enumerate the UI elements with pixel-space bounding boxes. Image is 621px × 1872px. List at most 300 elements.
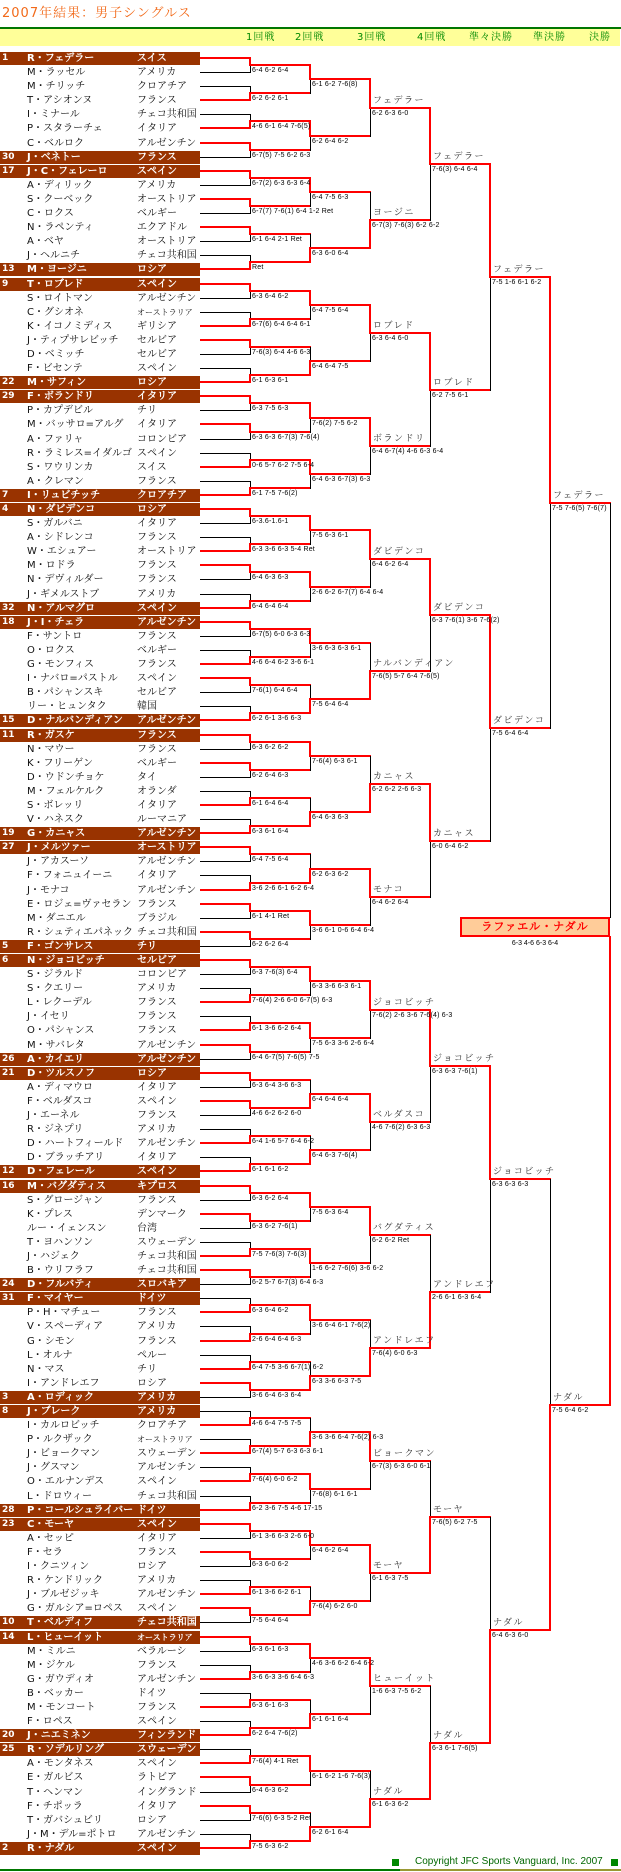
bracket-line [200, 1665, 250, 1666]
player-name: N・アルマグロ [27, 603, 95, 614]
bracket-line [310, 811, 371, 813]
bracket-line [310, 642, 371, 644]
match-score: 6-3 6-3 6-7(3) 7-6(4) [252, 434, 320, 441]
match-score: 6-3 6-0 6-4 [312, 250, 349, 257]
player-row [0, 559, 200, 572]
player-row [0, 517, 200, 530]
seed-number: 8 [2, 1406, 9, 1416]
bracket-line [250, 290, 311, 292]
player-name: J・ベネトー [27, 152, 81, 163]
bracket-line [250, 516, 251, 524]
champion-name: ラファエル・ナダル [481, 920, 589, 933]
bracket-line [490, 727, 551, 729]
player-country: スペイン [137, 279, 177, 290]
match-score: 4-6 7-6(2) 6-3 6-3 [372, 1124, 431, 1131]
player-name: A・セッピ [27, 1533, 74, 1544]
player-name: F・ロペス [27, 1716, 73, 1727]
bracket-line [430, 163, 491, 165]
bracket-line [250, 770, 251, 778]
player-name: N・ジョコビッチ [27, 955, 105, 966]
match-score: 7-6(6) 6-3 5-2 Ret [252, 1815, 312, 1822]
player-country: スペイン [137, 1166, 177, 1177]
player-row [0, 137, 200, 150]
bracket-line [200, 1129, 250, 1130]
bracket-line [250, 1193, 251, 1201]
player-row [0, 52, 200, 65]
seed-number: 16 [2, 1181, 15, 1191]
bracket-line [310, 1488, 371, 1490]
bracket-line [370, 1121, 431, 1123]
bracket-line [200, 1424, 251, 1426]
bracket-line [200, 1693, 250, 1694]
player-row [0, 1335, 200, 1348]
player-name: J・エーネル [27, 1110, 80, 1121]
player-name: A・ベヤ [27, 236, 64, 247]
player-row [0, 80, 200, 93]
player-row [0, 334, 200, 347]
match-score: 6-4 7-5 6-3 [312, 194, 349, 201]
match-score: 7-6(8) 6-1 6-1 [312, 1491, 358, 1498]
player-country: イタリア [137, 1082, 177, 1093]
match-score: 6-2 6-2 6-1 [252, 95, 289, 102]
player-name: I・リュビチッチ [27, 490, 101, 501]
bracket-line [250, 1445, 311, 1447]
player-country: フランス [137, 1011, 177, 1022]
bracket-line [250, 261, 311, 263]
bracket-line [200, 663, 251, 665]
player-name: D・ブラッチアリ [27, 1152, 105, 1163]
bracket-line [250, 629, 251, 637]
match-score: 6-1 6-4 6-4 [252, 800, 289, 807]
player-country: セルビア [137, 955, 177, 966]
player-country: フィンランド [137, 1730, 197, 1741]
player-name: B・ベッカー [27, 1688, 84, 1699]
bracket-line [250, 1220, 311, 1222]
match-score: 7-6(5) 5-7 6-4 7-6(5) [372, 673, 440, 680]
bracket-line [309, 1149, 311, 1165]
player-name: M・バグダティス [27, 1181, 106, 1192]
bracket-line [200, 453, 250, 454]
bracket-line [370, 670, 431, 672]
bracket-line [310, 191, 371, 193]
bracket-line [429, 1516, 431, 1574]
player-row [0, 503, 200, 516]
player-country: デンマーク [137, 1209, 187, 1220]
final-score: 6-3 4-6 6-3 6-4 [511, 940, 559, 947]
seed-number: 14 [2, 1632, 15, 1642]
player-country: スペイン [137, 166, 177, 177]
player-row [0, 1574, 200, 1587]
bracket-line [369, 417, 371, 447]
bracket-line [200, 241, 250, 242]
match-score: 6-3 7-6(1) 3-6 7-6(2) [432, 617, 500, 624]
player-name: L・レクーデル [27, 997, 92, 1008]
bracket-line [310, 1038, 311, 1053]
match-winner-name: ジョコビッチ [493, 1167, 556, 1177]
match-score: 6-3 6-1 6-4 [252, 828, 289, 835]
seed-number: 26 [2, 1054, 15, 1064]
player-country: アメリカ [137, 1321, 177, 1332]
player-row [0, 433, 200, 446]
player-row [0, 1053, 200, 1066]
bracket-line [250, 1615, 251, 1623]
player-name: R・ガスケ [27, 730, 75, 741]
bracket-line [250, 1699, 311, 1701]
bracket-line [430, 1291, 491, 1293]
bracket-line [429, 1742, 431, 1800]
player-country: チェコ共和国 [137, 250, 197, 261]
bracket-line [200, 170, 251, 172]
match-score: 3-6 6-4 6-1 7-6(2) [312, 1322, 371, 1329]
bracket-line [310, 1207, 311, 1222]
bracket-line [310, 756, 311, 771]
player-name: F・ビセンテ [27, 363, 83, 374]
bracket-line [309, 247, 311, 263]
match-score: 4-6 6-1 6-4 7-6(5) [252, 123, 311, 130]
bracket-line [250, 205, 311, 207]
player-name: J・ティプサレビッチ [27, 335, 119, 346]
player-row [0, 954, 200, 967]
bracket-line [250, 515, 311, 517]
player-name: C・ベルロク [27, 138, 84, 149]
seed-number: 3 [2, 1392, 9, 1402]
match-score: 6-3 3-6 6-3 5-4 Ret [252, 546, 315, 553]
bracket-line [250, 1473, 311, 1475]
player-row [0, 1024, 200, 1037]
player-country: アメリカ [137, 983, 177, 994]
player-row [0, 1363, 200, 1376]
bracket-line [200, 198, 251, 200]
bracket-line [490, 728, 491, 842]
match-score: 6-3 6-2 6-2 [252, 744, 289, 751]
player-row [0, 616, 200, 629]
bracket-line [310, 1262, 371, 1264]
player-country: スイス [137, 462, 167, 473]
player-name: D・ツルスノフ [27, 1068, 96, 1079]
bracket-line [200, 381, 251, 383]
player-row [0, 1278, 200, 1291]
bracket-line [310, 360, 371, 362]
player-name: C・グシオネ [27, 307, 84, 318]
player-country: フランス [137, 560, 177, 571]
seed-number: 32 [2, 603, 15, 613]
player-name: D・フルバティ [27, 1279, 94, 1290]
player-name: A・ファリャ [27, 434, 84, 445]
bracket-line [200, 1311, 251, 1313]
match-winner-name: ベルダスコ [373, 1110, 426, 1120]
bracket-line [370, 1347, 431, 1349]
player-row [0, 827, 200, 840]
match-winner-name: フェデラー [433, 152, 486, 162]
player-country: アメリカ [137, 589, 177, 600]
player-row [0, 1095, 200, 1108]
match-winner-name: ダビデンコ [493, 716, 546, 726]
bracket-line [250, 967, 251, 975]
player-name: O・パシャンス [27, 1025, 95, 1036]
match-score: 7-6(2) 7-5 6-2 [312, 420, 358, 427]
match-score: 6-4 6-4 7-5 [312, 363, 349, 370]
player-name: R・ナダル [27, 1843, 75, 1854]
bracket-line [250, 318, 311, 320]
player-country: イタリア [137, 1152, 177, 1163]
bracket-line [310, 1713, 371, 1715]
seed-number: 21 [2, 1068, 15, 1078]
player-country: フランス [137, 659, 177, 670]
player-row [0, 306, 200, 319]
player-country: スペイン [137, 1758, 177, 1769]
player-country: フランス [137, 899, 177, 910]
player-name: R・ソデルリング [27, 1744, 105, 1755]
player-name: L・オルナ [27, 1350, 73, 1361]
round-header-sf: 準決勝 [533, 32, 566, 43]
player-name: J・I・チェラ [27, 617, 85, 628]
bracket-line [310, 1600, 371, 1602]
player-row [0, 912, 200, 925]
match-score: 6-2 5-7 6-7(3) 6-4 6-3 [252, 1279, 324, 1286]
match-score: 7-6(1) 6-4 6-4 [252, 687, 298, 694]
bracket-line [200, 1580, 250, 1581]
bracket-line [310, 1320, 311, 1335]
player-name: F・サントロ [27, 631, 83, 642]
bracket-line [309, 1431, 311, 1447]
player-row [0, 1602, 200, 1615]
match-score: 6-1 3-6 6-3 2-6 6-0 [252, 1533, 315, 1540]
bracket-line [310, 868, 371, 870]
match-score: 6-3.6-1.6-1 [252, 518, 289, 525]
match-winner-name: バグダティス [373, 1223, 436, 1233]
bracket-line [310, 1319, 371, 1321]
bracket-line [430, 389, 491, 391]
player-name: F・マイヤー [27, 1293, 84, 1304]
match-winner-name: フェデラー [373, 96, 426, 106]
bracket-line [550, 1179, 551, 1406]
bracket-line [200, 523, 250, 524]
bracket-line [200, 1298, 250, 1299]
player-country: アルゼンチン [137, 885, 197, 896]
player-name: D・フェレール [27, 1166, 95, 1177]
bracket-line [370, 1460, 431, 1462]
player-country: フランス [137, 95, 177, 106]
player-country: ベルギー [137, 758, 177, 769]
bracket-line [310, 247, 371, 249]
player-name: R・シュティエパネック [27, 927, 133, 938]
player-name: T・アシオンヌ [27, 95, 93, 106]
player-name: O・ロクス [27, 645, 75, 656]
match-score: 6-2 6-4 7-6(2) [252, 1730, 298, 1737]
match-score: 6-7(3) 6-3 6-0 6-1 [372, 1463, 431, 1470]
match-score: 7-6(5) 6-2 7-5 [432, 1519, 478, 1526]
bracket-line [310, 78, 371, 80]
match-score: 7-5 1-6 6-1 6-2 [492, 279, 542, 286]
bracket-line [250, 346, 311, 348]
player-row [0, 263, 200, 276]
bracket-line [200, 1523, 251, 1525]
bracket-line [200, 579, 250, 580]
player-country: ブラジル [137, 913, 177, 924]
player-country: スペイン [137, 1096, 177, 1107]
bracket-line [200, 1029, 251, 1031]
player-country: ドイツ [137, 1505, 167, 1516]
seed-number: 30 [2, 152, 15, 162]
bracket-line [369, 529, 371, 560]
bracket-line [430, 1516, 491, 1518]
bracket-line [489, 1629, 491, 1744]
player-row [0, 94, 200, 107]
match-score: 6-3 6-2 6-4 [252, 1195, 289, 1202]
bracket-line [200, 142, 251, 144]
player-row [0, 376, 200, 389]
player-name: M・フェルケルク [27, 786, 105, 797]
player-name: T・ヘンマン [27, 1787, 84, 1798]
bracket-line [310, 192, 311, 207]
page-title: 2007年結果：男子シングルス [2, 6, 192, 21]
player-row [0, 940, 200, 953]
player-name: N・マウー [27, 744, 75, 755]
player-country: イングランド [137, 1787, 197, 1798]
bracket-line [200, 255, 250, 256]
player-country: ロシア [137, 1561, 167, 1572]
bracket-line [370, 756, 371, 785]
bracket-line [489, 614, 491, 729]
match-score: 7-5 7-6(3) 7-6(3) [252, 1251, 307, 1258]
seed-number: 24 [2, 1279, 15, 1289]
player-row [0, 545, 200, 558]
match-score: 6-1 6-2 7-6(8) [312, 81, 358, 88]
player-name: S・クエリー [27, 983, 84, 994]
bracket-line [310, 136, 311, 151]
bracket-line [310, 79, 311, 94]
player-row [0, 1419, 200, 1432]
player-name: G・モンフィス [27, 659, 94, 670]
player-name: V・ハネスク [27, 814, 84, 825]
match-winner-name: モーヤ [373, 1561, 405, 1571]
bracket-line [370, 108, 371, 137]
player-name: J・ビョークマン [27, 1448, 100, 1459]
bracket-line [250, 1840, 311, 1842]
player-row [0, 1010, 200, 1023]
bracket-line [200, 1115, 250, 1116]
player-name: R・ラミレス=イダルゴ [27, 448, 133, 459]
player-row [0, 982, 200, 995]
player-country: フランス [137, 1025, 177, 1036]
bracket-line [200, 1847, 251, 1849]
bracket-line [200, 607, 251, 609]
bracket-line [430, 614, 491, 616]
player-country: 韓国 [137, 701, 157, 712]
player-country: ロシア [137, 504, 167, 515]
bracket-line [200, 1044, 251, 1046]
player-row [0, 278, 200, 291]
bracket-line [200, 1480, 251, 1482]
player-row [0, 1292, 200, 1305]
match-score: 6-3 6-4 6-0 [372, 335, 409, 342]
player-country: ペルー [137, 1350, 167, 1361]
seed-number: 20 [2, 1730, 15, 1740]
bracket-line [310, 135, 371, 137]
player-row [0, 418, 200, 431]
player-country: スウェーデン [137, 1744, 197, 1755]
player-row [0, 1405, 200, 1418]
bracket-line [200, 1340, 251, 1342]
bracket-line [310, 698, 371, 700]
player-name: T・ガバシュビリ [27, 1815, 103, 1826]
bracket-line [250, 1812, 311, 1814]
bracket-line [200, 1001, 251, 1003]
match-winner-name: ダビデンコ [373, 547, 426, 557]
bracket-line [309, 360, 311, 376]
match-score: 6-4 6-3 6-0 [492, 1632, 529, 1639]
player-row [0, 1490, 200, 1503]
player-row [0, 1433, 200, 1446]
bracket-line [200, 1397, 250, 1398]
bracket-line [310, 529, 371, 531]
match-score: 6-4 1-6 5-7 6-4 6-2 [252, 1138, 315, 1145]
player-country: アメリカ [137, 67, 177, 78]
player-name: K・イコノミディス [27, 321, 113, 332]
bracket-line [370, 643, 371, 672]
player-name: P・H・マチュー [27, 1307, 101, 1318]
bracket-line [490, 1179, 491, 1293]
player-name: D・ナルバンディアン [27, 715, 123, 726]
bracket-line [200, 931, 251, 933]
bracket-line [550, 502, 611, 504]
bracket-line [310, 1826, 371, 1828]
player-country: イタリア [137, 1533, 177, 1544]
match-score: 6-3 7-6(3) 6-4 [252, 969, 298, 976]
match-score: 6-3 6-1 6-3 [252, 1646, 289, 1653]
match-score: 6-2 6-4 6-3 [252, 772, 289, 779]
match-winner-name: ジョコビッチ [433, 1054, 496, 1064]
match-score: 7-5 6-4 6-4 [312, 701, 349, 708]
bracket-line [200, 1170, 251, 1172]
bracket-line [250, 939, 251, 947]
bracket-line [200, 791, 250, 792]
bracket-line [200, 1566, 250, 1567]
bracket-line [200, 1452, 251, 1454]
player-name: P・ルクザック [27, 1434, 93, 1445]
player-row [0, 855, 200, 868]
player-country: クロアチア [137, 1420, 187, 1431]
bracket-line [200, 1200, 250, 1201]
bracket-line [370, 1010, 371, 1039]
player-country: セルビア [137, 335, 177, 346]
match-score: 7-5 6-4 6-4 [252, 1617, 289, 1624]
champion-box [460, 917, 610, 937]
bracket-line [370, 107, 431, 109]
bracket-line [200, 1100, 251, 1102]
bracket-line [369, 980, 371, 1011]
match-score: 7-6(4) 6-0 6-3 [372, 1350, 418, 1357]
player-row [0, 1264, 200, 1277]
bracket-line [310, 304, 371, 306]
player-name: F・ボランドリ [27, 391, 94, 402]
player-country: フランス [137, 1660, 177, 1671]
seed-number: 29 [2, 391, 15, 401]
player-row [0, 644, 200, 657]
bracket-line [250, 712, 311, 714]
bracket-line [200, 1834, 250, 1835]
bracket-line [250, 431, 311, 433]
player-name: J・アカスーソ [27, 856, 89, 867]
seed-number: 5 [2, 941, 9, 951]
player-row [0, 729, 200, 742]
player-row [0, 1631, 200, 1644]
bracket-line [200, 1622, 250, 1623]
player-country: アルゼンチン [137, 1462, 197, 1473]
player-name: D・ベミッチ [27, 349, 85, 360]
bracket-line [200, 1607, 251, 1609]
bracket-line [200, 564, 251, 566]
